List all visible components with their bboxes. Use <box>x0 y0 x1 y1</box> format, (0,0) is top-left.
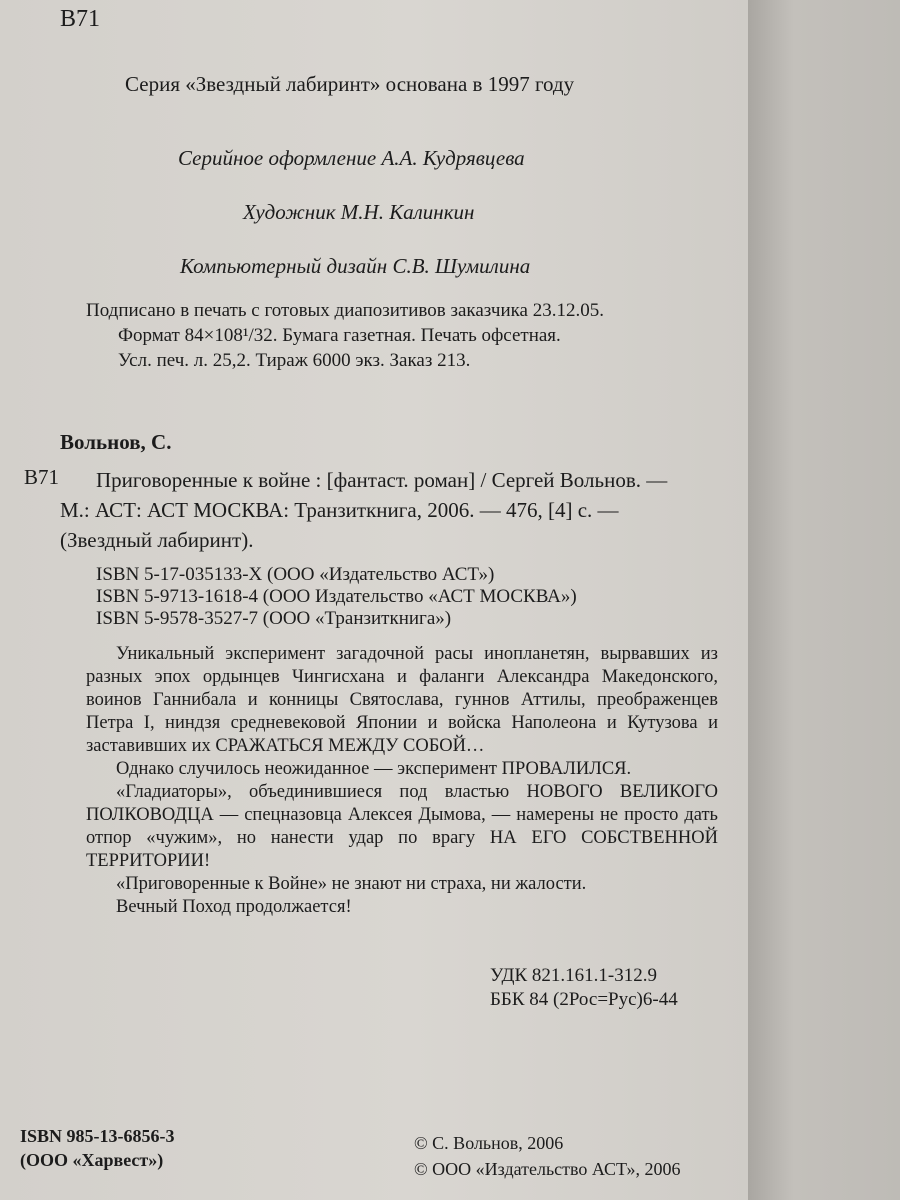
annotation <box>86 643 718 919</box>
annotation-paragraph: Уникальный эксперимент загадочной расы инопланетян, вырвавших из разных эпох ордынцев Чингисхана и фаланги Александра Македонского, воинов Ганнибала и конницы Святослава, гуннов Аттилы, преображенцев Петра I, ниндзя средневековой Японии и войска Наполеона и Кутузова и заставивших их СРАЖАТЬСЯ МЕЖДУ СОБОЙ… <box>86 644 718 756</box>
artist-credit: Художник М.Н. Калинкин <box>243 200 475 224</box>
harvest-publisher: (ООО «Харвест») <box>20 1150 164 1170</box>
adjacent-page-edge <box>748 0 900 1200</box>
computer-design-credit: Компьютерный дизайн С.В. Шумилина <box>180 254 531 278</box>
bibliography-line: Приговоренные к войне : [фантаст. роман] / Сергей Вольнов. — <box>96 468 668 492</box>
harvest-isbn-block <box>20 1124 175 1172</box>
bibliographic-record <box>60 465 668 555</box>
bibliography-index: В71 <box>24 465 60 489</box>
annotation-paragraph: Вечный Поход продолжается! <box>116 897 352 917</box>
udk-code: УДК 821.161.1-312.9 <box>490 965 657 986</box>
annotation-paragraph: «Гладиаторы», объединившиеся под властью НОВОГО ВЕЛИКОГО ПОЛКОВОДЦА — спецназовца Алексея Дымова, — намерены не просто дать отпор «чужим», но нанести удар по врагу НА ЕГО СОБСТВЕННОЙ ТЕРРИТОРИИ! <box>86 782 718 871</box>
annotation-paragraph: «Приговоренные к Войне» не знают ни страха, ни жалости. <box>116 874 587 894</box>
print-info-line: Подписано в печать с готовых диапозитивов заказчика 23.12.05. <box>86 300 604 321</box>
series-note: Серия «Звездный лабиринт» основана в 1997 году <box>125 72 575 96</box>
copyright-publisher: © ООО «Издательство АСТ», 2006 <box>414 1159 681 1179</box>
print-info-line: Формат 84×108¹/32. Бумага газетная. Печать офсетная. <box>118 325 561 346</box>
print-info-line: Усл. печ. л. 25,2. Тираж 6000 экз. Заказ 213. <box>118 350 471 371</box>
isbn-item: ISBN 5-9578-3527-7 (ООО «Транзиткнига») <box>96 608 452 629</box>
isbn-item: ISBN 5-17-035133-X (ООО «Издательство АСТ») <box>96 564 495 585</box>
harvest-isbn: ISBN 985-13-6856-3 <box>20 1126 175 1146</box>
copyright-author: © С. Вольнов, 2006 <box>414 1133 564 1153</box>
print-info <box>86 298 604 373</box>
isbn-list <box>96 564 577 630</box>
index-code: В71 <box>60 6 101 32</box>
bbk-code: ББК 84 (2Рос=Рус)6-44 <box>490 989 678 1010</box>
bibliography-line: М.: АСТ: АСТ МОСКВА: Транзиткнига, 2006. — 476, [4] с. — <box>60 498 619 522</box>
series-design-credit: Серийное оформление А.А. Кудрявцева <box>178 146 525 170</box>
isbn-item: ISBN 5-9713-1618-4 (ООО Издательство «АСТ МОСКВА») <box>96 586 577 607</box>
classification-codes <box>490 964 678 1012</box>
author-heading: Вольнов, С. <box>60 430 172 454</box>
copyright-block <box>414 1130 681 1182</box>
annotation-paragraph: Однако случилось неожиданное — эксперимент ПРОВАЛИЛСЯ. <box>116 759 632 779</box>
bibliography-line: (Звездный лабиринт). <box>60 528 254 552</box>
